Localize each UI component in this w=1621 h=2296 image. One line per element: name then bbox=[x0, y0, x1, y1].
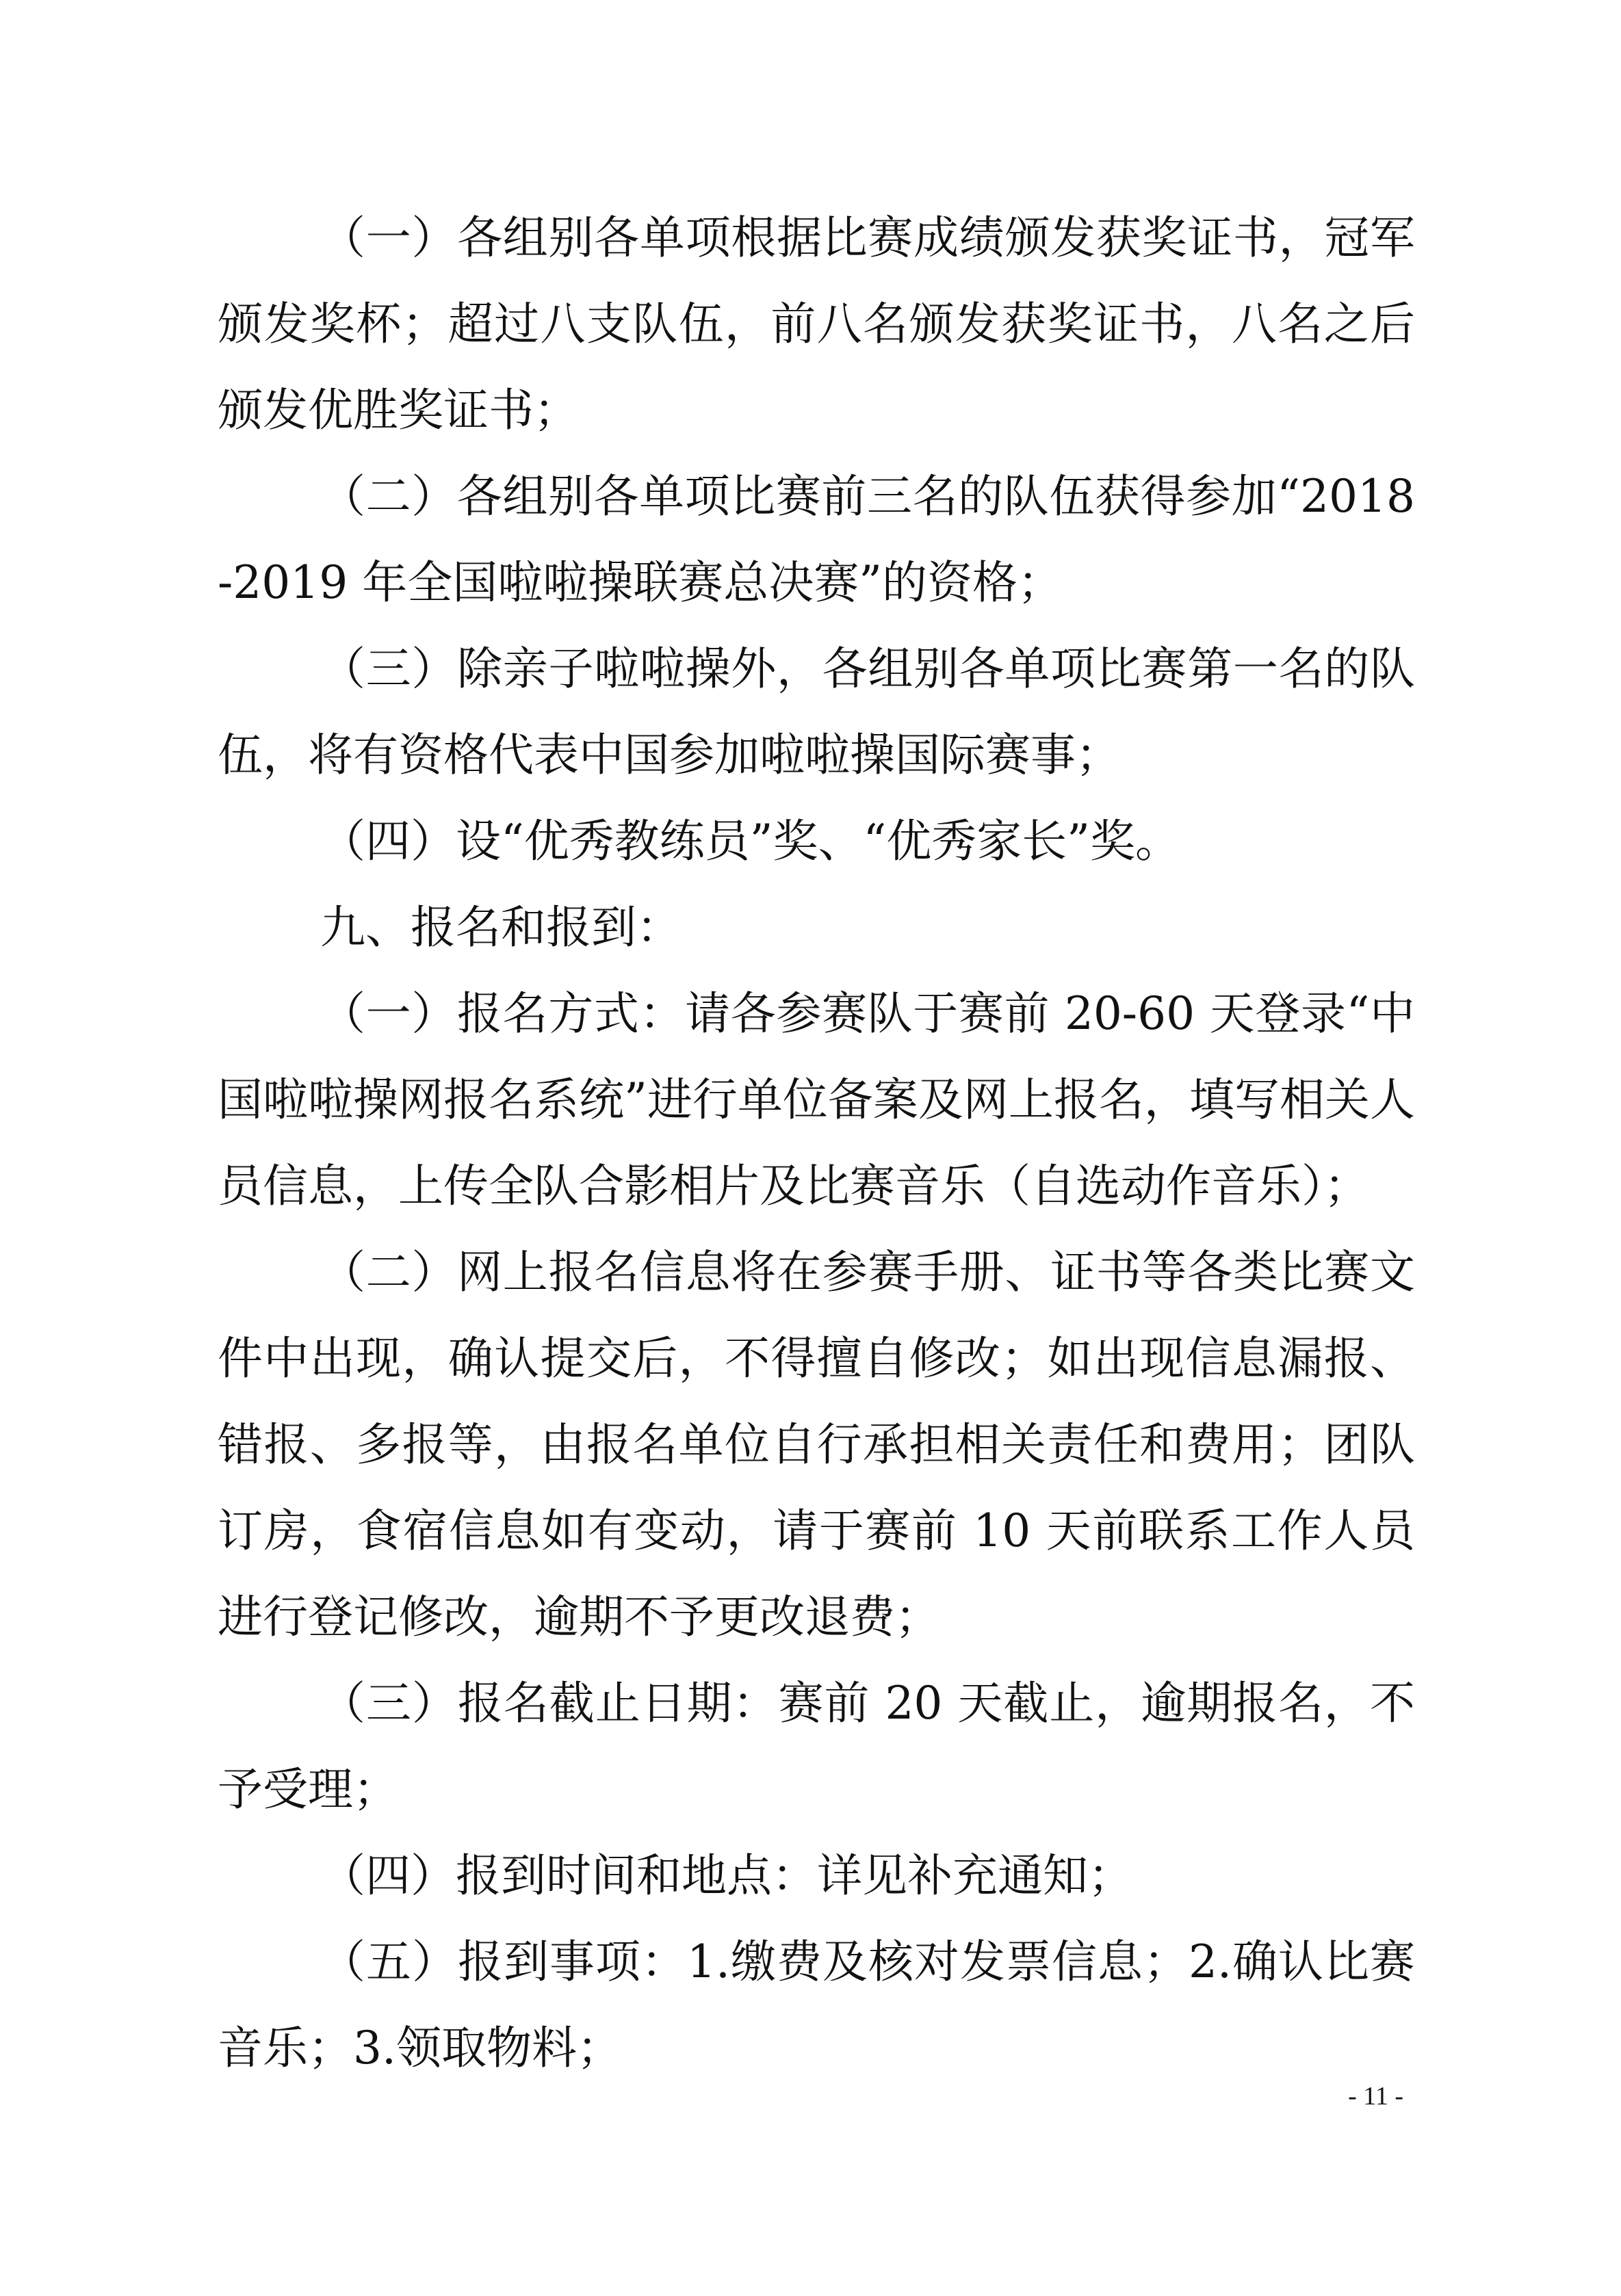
paragraph-excellence-awards: （四）设“优秀教练员”奖、“优秀家长”奖。 bbox=[320, 815, 1180, 867]
paragraph-registration-method: （一）报名方式：请各参赛队于赛前 20-60 天登录“中国啦啦操网报名系统”进行单位备案及网上报名，填写相关人员信息，上传全队合影相片及比赛音乐（自选动作音乐）； bbox=[218, 987, 1415, 1212]
paragraph-registration-deadline: （三）报名截止日期：赛前 20 天截止，逾期报名，不予受理； bbox=[218, 1677, 1415, 1816]
paragraph-finals-qualification: （二）各组别各单项比赛前三名的队伍获得参加“2018-2019 年全国啦啦操联赛总决赛”的资格； bbox=[218, 470, 1415, 609]
paragraph-registration-info: （二）网上报名信息将在参赛手册、证书等各类比赛文件中出现，确认提交后，不得擅自修改；如出现信息漏报、错报、多报等，由报名单位自行承担相关责任和费用；团队订房，食宿信息如有变动，请于赛前 10 天前联系工作人员进行登记修改，逾期不予更改退费； bbox=[218, 1246, 1415, 1643]
paragraph-award-certificates: （一）各组别各单项根据比赛成绩颁发获奖证书，冠军颁发奖杯；超过八支队伍，前八名颁发获奖证书，八名之后颁发优胜奖证书； bbox=[218, 211, 1415, 436]
page-number: - 11 - bbox=[1348, 2082, 1403, 2111]
paragraph-checkin-time-place: （四）报到时间和地点：详见补充通知； bbox=[320, 1849, 1133, 1902]
document-body bbox=[218, 195, 1415, 2091]
paragraph-international-qualification: （三）除亲子啦啦操外，各组别各单项比赛第一名的队伍，将有资格代表中国参加啦啦操国际赛事； bbox=[218, 642, 1415, 781]
paragraph-checkin-items: （五）报到事项：1.缴费及核对发票信息；2.确认比赛音乐；3.领取物料； bbox=[218, 1935, 1415, 2074]
section-heading-registration: 九、报名和报到： bbox=[320, 901, 682, 954]
